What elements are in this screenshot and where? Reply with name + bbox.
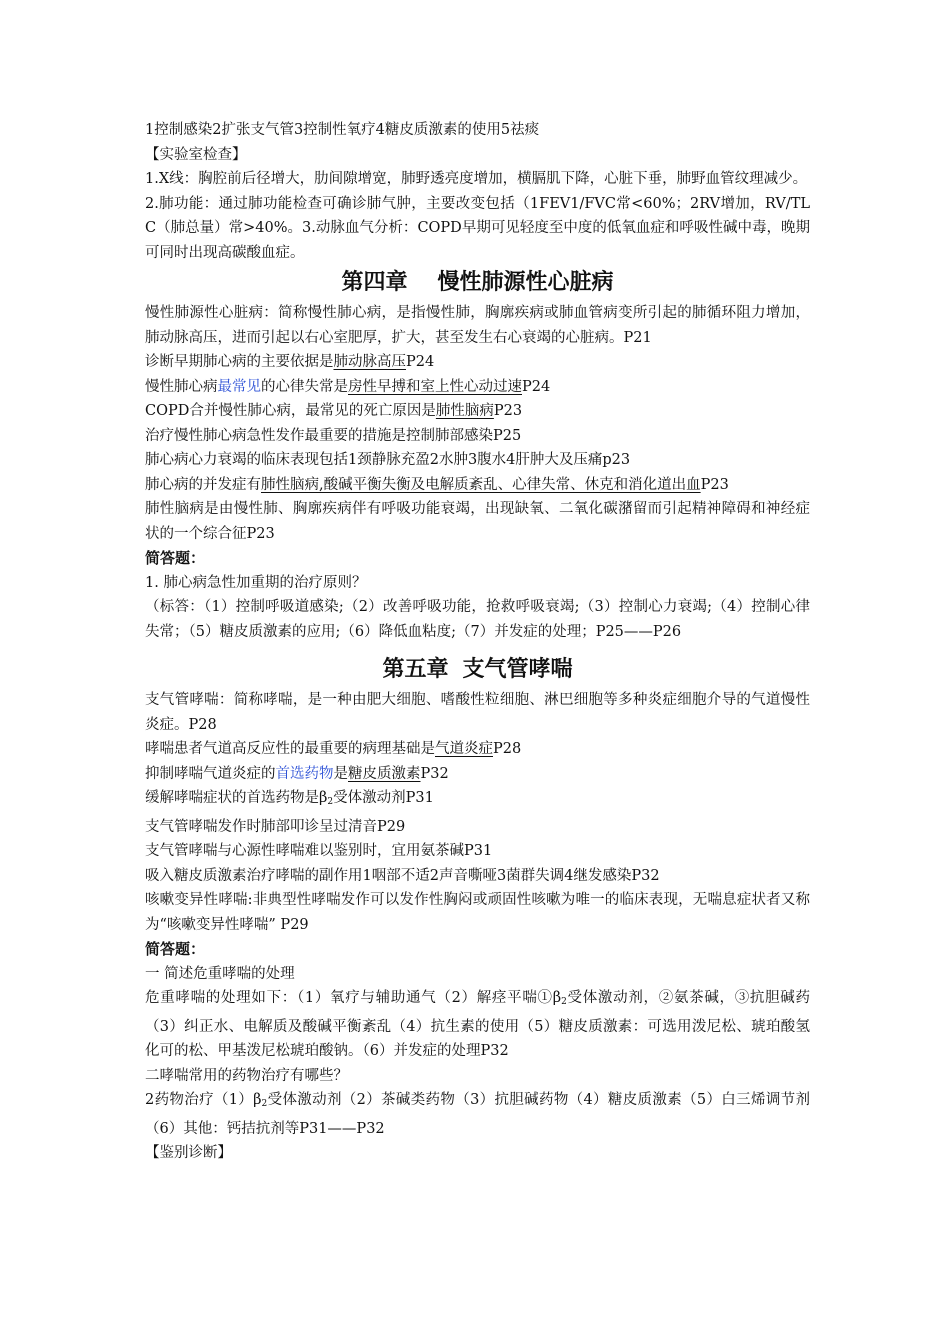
cor-pulmonale-definition: 慢性肺源性心脏病：简称慢性肺心病，是指慢性肺，胸廓疾病或肺血管病变所引起的肺循环阻力增加，肺动脉高压，进而引起以右心室肥厚，扩大，甚至发生右心衰竭的心脏病。P21 [145,305,810,346]
short-answer-heading: 简答题： [145,549,206,567]
complications-line: 肺心病的并发症有肺性脑病,酸碱平衡失衡及电解质紊乱、心律失常、休克和消化道出血P23 [145,476,729,493]
underlined-term: 肺动脉高压 [333,354,406,370]
cough-variant-line: 咳嗽变异性哮喘:非典型性哮喘发作可以发作性胸闷或顽固性咳嗽为唯一的临床表现，无喘息症状者又称为“咳嗽变异性哮喘” P29 [145,892,810,933]
percussion-line: 支气管哮喘发作时肺部叩诊呈过清音P29 [145,818,406,835]
answer-three: 2药物治疗$(1)\beta_2$受体激动剂（2）茶碱类药物（3）抗胆碱药物（4）糖皮质激素（5）白三烯调节剂（6）其他：钙拮抗剂等P31——P32 [145,1092,810,1137]
chapter-four-title [145,267,810,297]
short-answer-heading: 简答题： [145,940,206,958]
arrhythmia-line: 慢性肺心病最常见的心律失常是房性早搏和室上性心动过速P24 [145,378,551,395]
question-one: 1. 肺心病急性加重期的治疗原则？ [145,574,367,591]
lab-exam-heading: 【实验室检查】 [145,146,247,163]
chapter-four-name: 慢性肺源性心脏病 [437,269,614,295]
chapter-five-name: 支气管哮喘 [462,656,573,682]
underlined-term: 肺性脑病 [435,403,494,419]
side-effects-line: 吸入糖皮质激素治疗哮喘的副作用1咽部不适2声音嘶哑3菌群失调4继发感染P32 [145,867,660,884]
treatment-line: 1控制感染2扩张支气管3控制性氧疗4糖皮质激素的使用5祛痰 [145,122,540,138]
early-diagnosis-line: 诊断早期肺心病的主要依据是肺动脉高压P24 [145,354,435,370]
pathology-line: 哮喘患者气道高反应性的最重要的病理基础是气道炎症P28 [145,741,522,757]
death-cause-line: COPD合并慢性肺心病，最常见的死亡原因是肺性脑病P23 [145,403,523,419]
differential-drug-line: 支气管哮喘与心源性哮喘难以鉴别时，宜用氨茶碱P31 [145,843,493,859]
heart-failure-line: 肺心病心力衰竭的临床表现包括1颈静脉充盈2水肿3腹水4肝肿大及压痛p23 [145,452,631,468]
chapter-five-number: 第五章 [382,656,449,682]
underlined-term: 糖皮质激素 [348,765,421,782]
chapter-five-title [145,654,810,684]
highlighted-term: 首选药物 [275,765,334,782]
highlighted-term: 最常见 [217,378,261,395]
answer-one: （标答：（1）控制呼吸道感染;（2）改善呼吸功能，抢救呼吸衰竭;（3）控制心力衰竭;（4）控制心律失常；（5）糖皮质激素的应用;（6）降低血粘度;（7）并发症的处理；P25——P26 [145,599,810,640]
question-three: 二哮喘常用的药物治疗有哪些？ [145,1067,348,1084]
xray-paragraph: 1.X线：胸腔前后径增大，肋间隙增宽，肺野透亮度增加，横膈肌下降，心脏下垂，肺野血管纹理减少。 [145,171,808,187]
relief-drug-line: 缓解哮喘症状的首选药物是$\beta_2$受体激动剂P31 [145,790,434,807]
treatment-measure-line: 治疗慢性肺心病急性发作最重要的措施是控制肺部感染P25 [145,427,522,444]
underlined-term: 气道炎症 [435,741,493,757]
underlined-term: 房性早搏和室上性心动过速 [348,378,522,395]
question-two: 一 简述危重哮喘的处理 [145,965,295,982]
first-choice-drug-line: 抑制哮喘气道炎症的首选药物是糖皮质激素P32 [145,765,449,782]
differential-diagnosis-heading: 【鉴别诊断】 [145,1145,232,1161]
answer-two: 危重哮喘的处理如下：（1）氧疗与辅助通气（2）解痉平喘$①\beta_2$受体激动剂，②氨茶碱，③抗胆碱药（3）纠正水、电解质及酸碱平衡紊乱（4）抗生素的使用（5）糖皮质激素：可选用泼尼松、琥珀酸氢化可的松、甲基泼尼松琥珀酸钠。（6）并发症的处理P32 [145,990,810,1059]
lung-function-paragraph: 2.肺功能：通过肺功能检查可确诊肺气肿，主要改变包括（1FEV1/FVC常<60%；2RV增加，RV/TLC（肺总量）常>40%。3.动脉血气分析：COPD早期可见轻度至中度的低氧血症和呼吸性碱中毒，晚期可同时出现高碳酸血症。 [145,195,810,261]
pulmonary-encephalopathy-line: 肺性脑病是由慢性肺、胸廓疾病伴有呼吸功能衰竭，出现缺氧、二氧化碳潴留而引起精神障碍和神经症状的一个综合征P23 [145,501,810,542]
chapter-four-number: 第四章 [341,269,408,295]
asthma-definition: 支气管哮喘：简称哮喘，是一种由肥大细胞、嗜酸性粒细胞、淋巴细胞等多种炎症细胞介导的气道慢性炎症。P28 [145,692,810,733]
underlined-term: 肺性脑病,酸碱平衡失衡及电解质紊乱、心律失常、休克和消化道出血 [261,476,701,493]
